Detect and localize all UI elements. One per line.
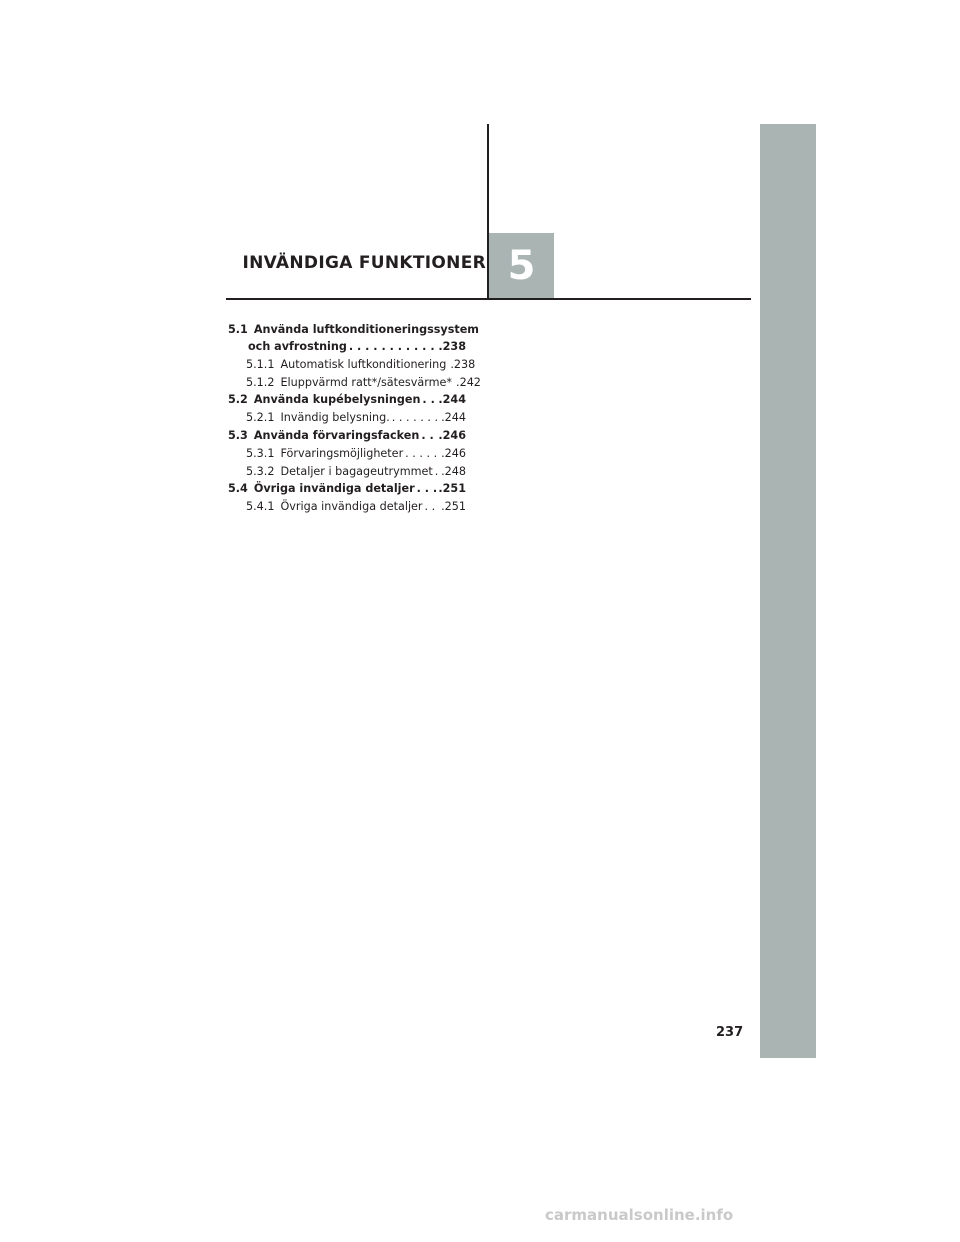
- toc-label: Automatisk luftkonditionering: [280, 357, 447, 371]
- toc-leader-dots: [421, 427, 436, 445]
- toc-label: Använda kupébelysningen: [253, 393, 421, 407]
- toc-leader-dots: [349, 338, 437, 356]
- toc-page: .246: [441, 446, 466, 460]
- toc-label: Övriga invändiga detaljer: [280, 500, 423, 514]
- toc-entry-5-4-1[interactable]: [228, 498, 466, 516]
- toc-label-cont: och avfrostning: [248, 340, 347, 353]
- toc-number: 5.3: [228, 428, 248, 442]
- toc-number: 5.1.2: [246, 375, 275, 389]
- toc-page: .242: [456, 375, 481, 389]
- toc-page: .244: [438, 393, 466, 407]
- toc-label: Förvaringsmöjligheter: [280, 446, 404, 460]
- toc-label: Använda luftkonditioneringssystem: [253, 323, 479, 336]
- chapter-title: INVÄNDIGA FUNKTIONER: [242, 253, 486, 273]
- toc-number: 5.4.1: [246, 500, 275, 514]
- toc-entry-5-1-1[interactable]: [228, 356, 476, 374]
- table-of-contents: [228, 322, 481, 516]
- toc-leader-dots: [435, 463, 439, 481]
- toc-page: .244: [441, 411, 466, 425]
- chapter-number-box: [489, 233, 554, 298]
- toc-label: Eluppvärmd ratt*/sätesvärme*: [280, 375, 453, 389]
- toc-label: Invändig belysning.: [280, 411, 390, 425]
- chapter-number: 5: [507, 242, 536, 289]
- toc-number: 5.4: [228, 482, 248, 496]
- toc-page: .251: [438, 482, 466, 496]
- toc-leader-dots: [417, 480, 437, 498]
- toc-leader-dots: [422, 391, 436, 409]
- toc-number: 5.3.1: [246, 446, 275, 460]
- toc-number: 5.2: [228, 393, 248, 407]
- horizontal-rule: [226, 298, 751, 300]
- toc-page: .251: [441, 500, 466, 514]
- toc-entry-5-1-2[interactable]: [228, 374, 481, 392]
- page-number: 237: [716, 1025, 744, 1040]
- toc-label: Detaljer i bagageutrymmet: [280, 464, 433, 478]
- toc-page: .248: [441, 464, 466, 478]
- toc-number: 5.1: [228, 323, 248, 336]
- toc-entry-5-3-2[interactable]: [228, 463, 466, 481]
- chapter-side-tab: [760, 124, 816, 1058]
- toc-page: .238: [438, 340, 466, 353]
- toc-page: .238: [450, 357, 476, 371]
- toc-number: 5.1.1: [246, 357, 275, 371]
- toc-number: 5.2.1: [246, 411, 275, 425]
- toc-entry-5-4[interactable]: [228, 480, 466, 498]
- watermark: carmanualsonline.info: [545, 1206, 734, 1224]
- toc-leader-dots: [405, 445, 439, 463]
- toc-entry-5-2-1[interactable]: [228, 409, 466, 427]
- toc-entry-5-1-cont[interactable]: [228, 338, 466, 356]
- toc-page: .246: [438, 428, 466, 442]
- toc-label: Övriga invändiga detaljer: [253, 482, 415, 496]
- toc-entry-5-2[interactable]: [228, 391, 466, 409]
- toc-label: Använda förvaringsfacken: [253, 428, 420, 442]
- toc-entry-5-3[interactable]: [228, 427, 466, 445]
- toc-number: 5.3.2: [246, 464, 275, 478]
- toc-entry-5-1[interactable]: [228, 322, 479, 338]
- toc-leader-dots: [392, 409, 439, 427]
- toc-entry-5-3-1[interactable]: [228, 445, 466, 463]
- toc-leader-dots: [425, 498, 440, 516]
